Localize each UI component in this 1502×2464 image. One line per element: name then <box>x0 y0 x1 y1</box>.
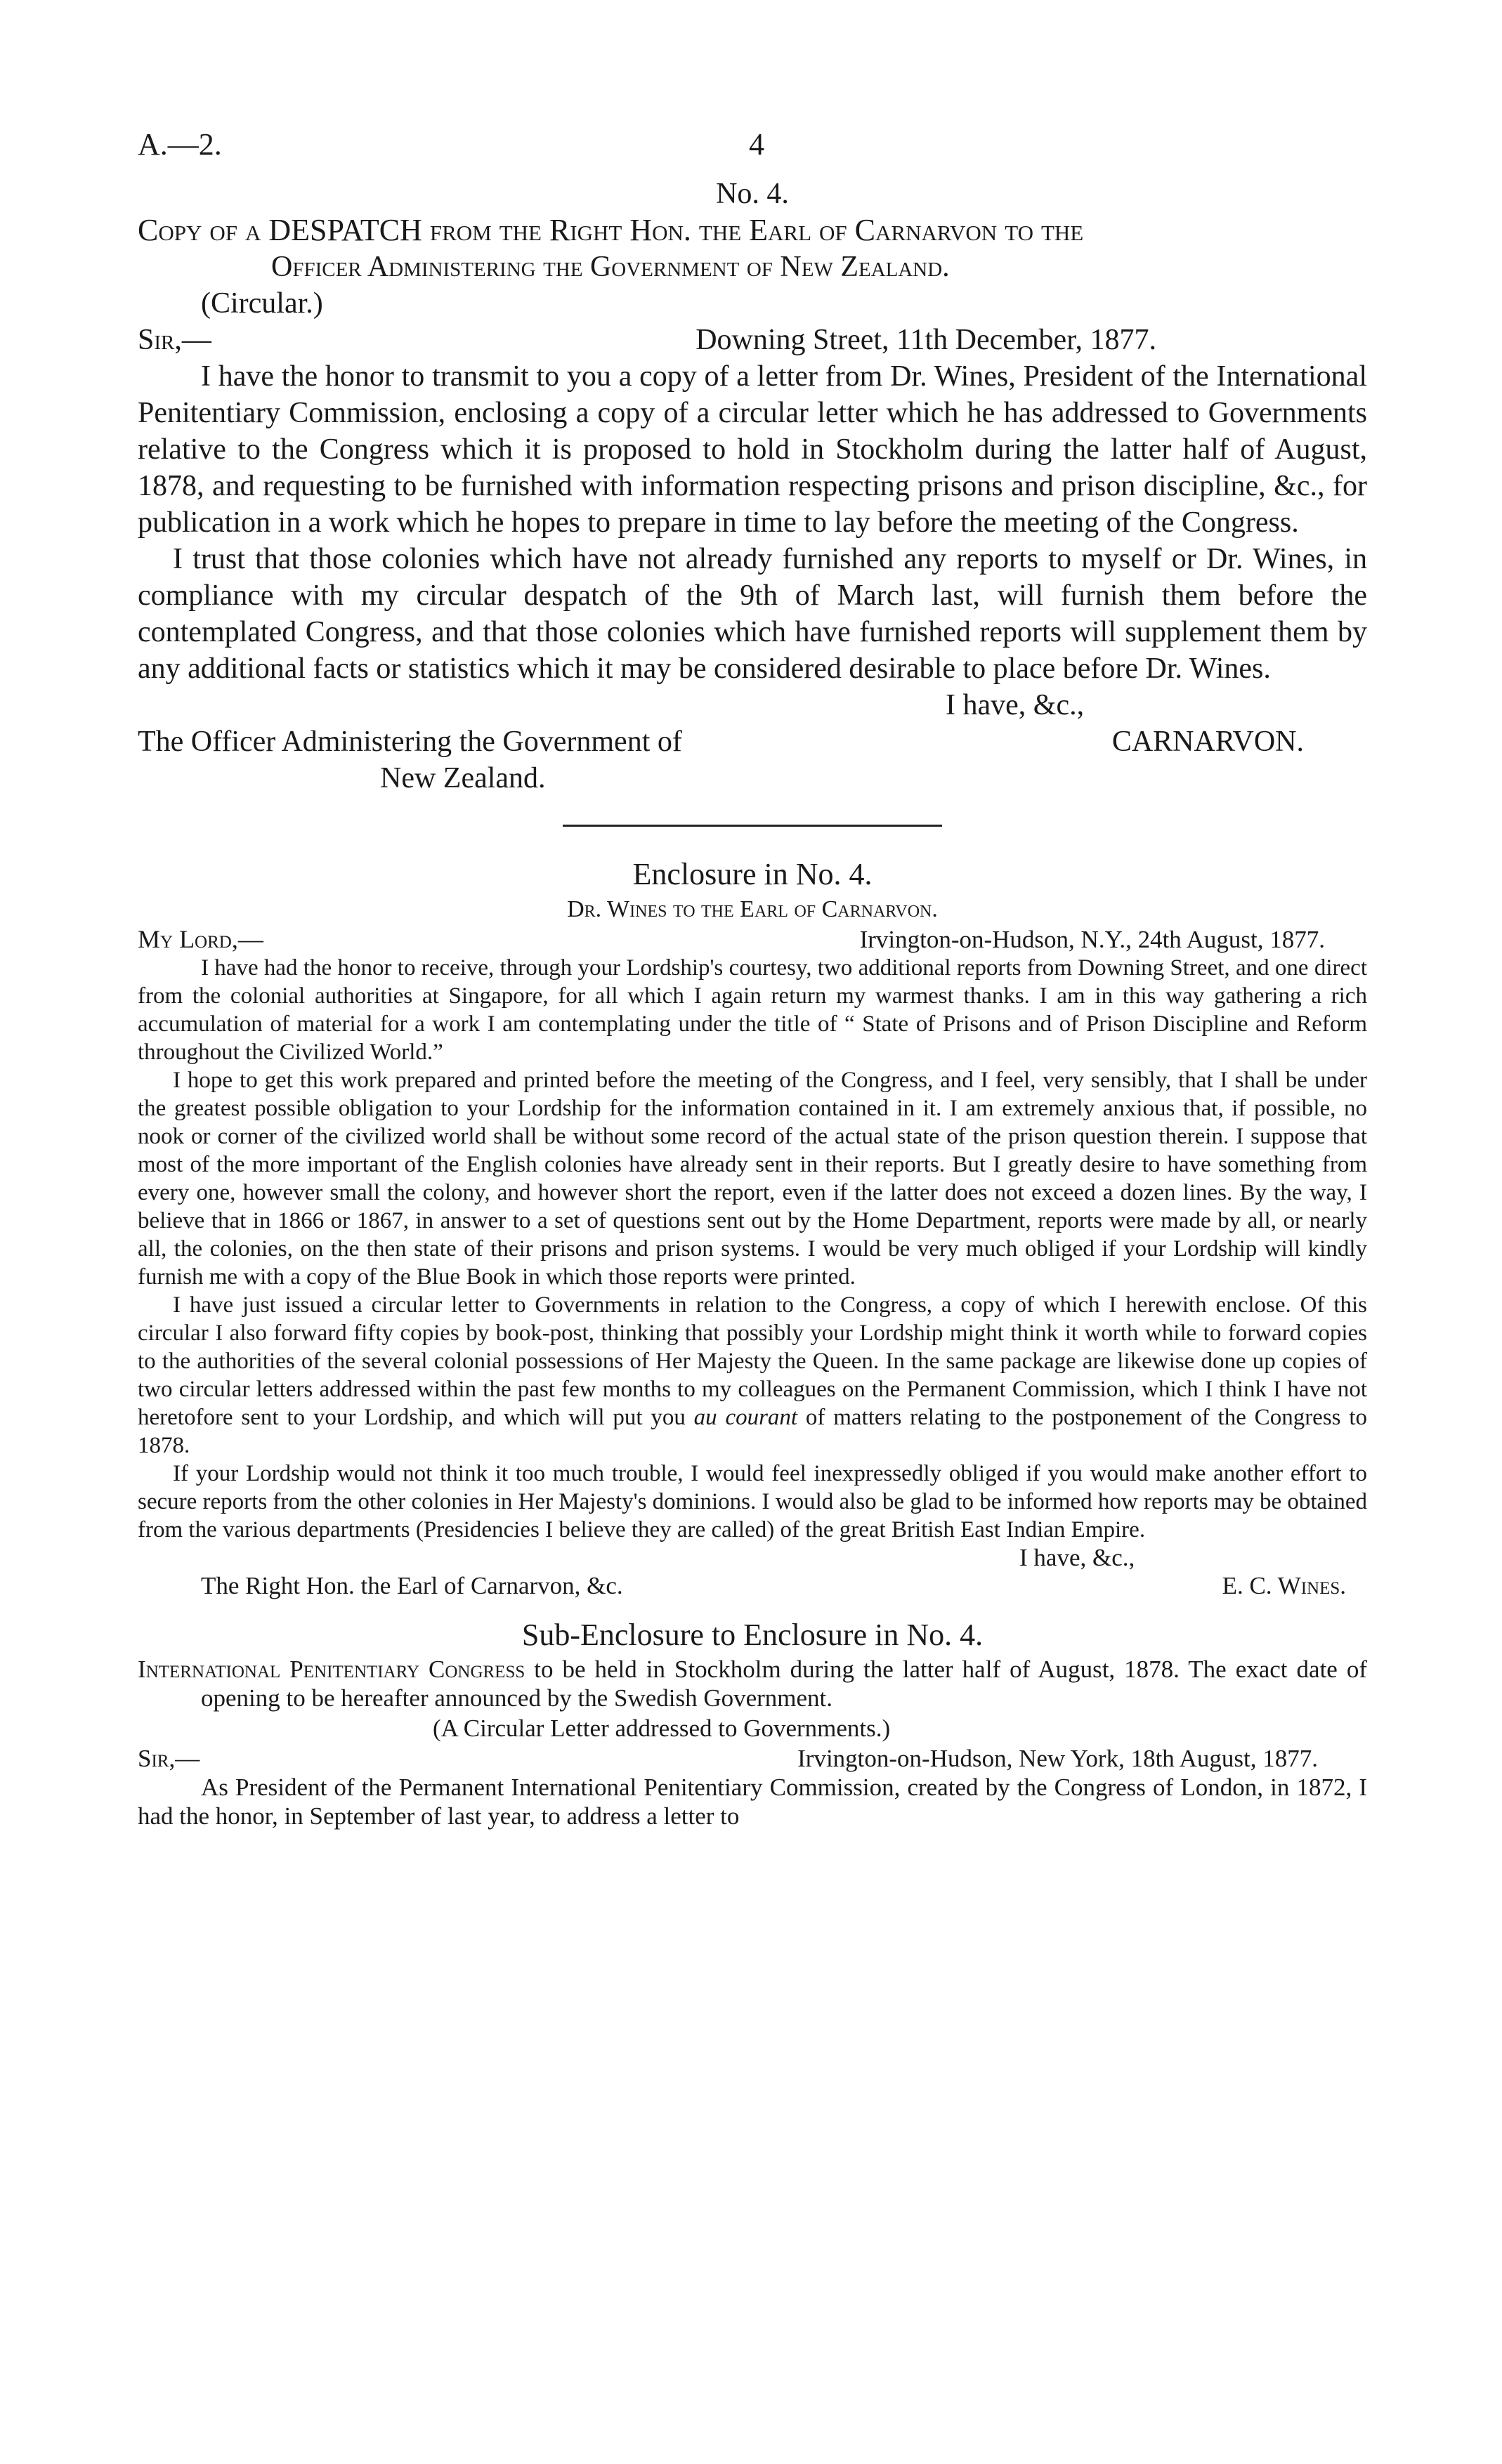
enclosure-paragraph-3 <box>138 1291 1367 1460</box>
enclosure-paragraph-2: I hope to get this work prepared and printed before the meeting of the Congress, and I feel, very sensibly, that I shall be under the greatest possible obligation to your Lordship for the information contained in it. I am extremely anxious that, if possible, no nook or corner of the civilized world shall be without some record of the actual state of the prison question therein. I suppose that most of the more important of the English colonies have already sent in their reports. But I greatly desire to have something from every one, however small the colony, and however short the report, even if the latter does not exceed a dozen lines. By the way, I believe that in 1866 or 1867, in answer to a set of questions sent out by the Home Department, reports were made by all, or nearly all, the colonies, on the then state of their prisons and prison systems. I would be very much obliged if your Lordship will kindly furnish me with a copy of the Blue Book in which those reports were printed. <box>138 1068 1367 1290</box>
enclosure-closing: I have, &c., <box>1019 1544 1135 1571</box>
sub-enclosure-heading-text: to be held in Stockholm during the latter half of August, 1878. The exact date of opening to be hereafter announced by the Swedish Government. <box>201 1656 1367 1712</box>
sub-enclosure-section <box>138 1616 1367 1830</box>
sub-enclosure-paragraph-1: As President of the Permanent International Penitentiary Commission, created by the Congress of London, in 1872, I had the honor, in September of last year, to address a letter to <box>138 1774 1367 1830</box>
enclosure-signature: E. C. Wines. <box>1222 1572 1346 1599</box>
circular-letter-note: (A Circular Letter addressed to Governments.) <box>433 1715 891 1742</box>
page-header <box>138 126 1367 169</box>
despatch-title <box>138 212 1367 249</box>
document-reference: A.—2. <box>138 127 222 162</box>
document-page <box>138 126 1367 1830</box>
despatch-paragraph-1: I have the honor to transmit to you a copy of a letter from Dr. Wines, President of the International Penitentiary Commission, enclosing a copy of a circular letter which he has addressed to Governments relative to the Congress which it is proposed to hold in Stockholm during the latter half of August, 1878, and requesting to be furnished with information respecting prisons and prison discipline, &c., for publication in a work which he hopes to prepare in time to lay before the meeting of the Congress. <box>138 360 1367 539</box>
enclosure-subtitle: Dr. Wines to the Earl of Carnarvon. <box>567 896 938 922</box>
sub-enclosure-salutation-row <box>138 1745 1367 1773</box>
enclosure-paragraph-1: I have had the honor to receive, through your Lordship's courtesy, two additional reports from Downing Street, and one direct from the colonial authorities at Singapore, for all which I again return my warmest thanks. I am in this way gathering a rich accumulation of material for a work I am contemplating under the title of “ State of Prisons and of Prison Discipline and Reform throughout the Civilized World.” <box>138 955 1367 1065</box>
circular-label: (Circular.) <box>201 287 323 320</box>
salutation: Sir,— <box>138 324 211 356</box>
enclosure-paragraph-3-italic: au courant <box>693 1405 798 1430</box>
enclosure-section <box>138 855 1367 1600</box>
despatch-title-line-1: Copy of a DESPATCH from the Right Hon. the Earl of Carnarvon to the <box>138 213 1084 247</box>
enclosure-paragraph-3-end: of matters relating to the postponement of the Congress to 1878. <box>138 1405 1367 1458</box>
sub-enclosure-title: Sub-Enclosure to Enclosure in No. 4. <box>521 1618 984 1652</box>
enclosure-paragraph-4: If your Lordship would not think it too much trouble, I would feel inexpressedly obliged if you would make another effort to secure reports from the other colonies in Her Majesty's dominions. I would also be glad to be informed how reports may be obtained from the various departments (Presidencies I believe they are called) of the great British East Indian Empire. <box>138 1461 1367 1542</box>
date-line: Downing Street, 11th December, 1877. <box>696 324 1156 356</box>
despatch-section <box>138 176 1367 797</box>
despatch-number: No. 4. <box>716 178 789 210</box>
enclosure-date-line: Irvington-on-Hudson, N.Y., 24th August, 1877. <box>859 926 1325 953</box>
enclosure-salutation-row <box>138 925 1367 954</box>
section-divider <box>563 825 942 827</box>
enclosure-addressee: The Right Hon. the Earl of Carnarvon, &c. <box>201 1572 623 1599</box>
despatch-signature: CARNARVON. <box>1111 726 1304 758</box>
page-number: 4 <box>749 127 764 162</box>
despatch-addressee-line-2: New Zealand. <box>380 762 546 794</box>
enclosure-paragraph-3-start: I have just issued a circular letter to Governments in relation to the Congress, a copy of which I herewith enclose. Of this circular I also forward fifty copies by book-post, thinking that possibly your Lordship might think it worth while to forward copies to the authorities of the several colonial possessions of Her Majesty the Queen. In the same package are likewise done up copies of two circular letters addressed within the past few months to my colleagues on the Permanent Commission, which I think I have not heretofore sent to your Lordship, and which will put you <box>138 1292 1367 1430</box>
salutation-row <box>138 322 1367 358</box>
sub-enclosure-heading-caps: International Penitentiary Congress <box>138 1656 525 1683</box>
enclosure-addressee-row <box>138 1572 1367 1600</box>
enclosure-title: Enclosure in No. 4. <box>632 857 873 891</box>
despatch-paragraph-2: I trust that those colonies which have not already furnished any reports to myself or Dr. Wines, in compliance with my circular despatch of the 9th of March last, will furnish them before the contemplated Congress, and that those colonies which have furnished reports will supplement them by any additional facts or statistics which it may be considered desirable to place before Dr. Wines. <box>138 543 1367 685</box>
despatch-title-line-2: Officer Administering the Government of New Zealand. <box>271 251 950 283</box>
addressee-row <box>138 723 1367 760</box>
sub-enclosure-date-line: Irvington-on-Hudson, New York, 18th August, 1877. <box>797 1745 1318 1772</box>
enclosure-salutation: My Lord,— <box>138 925 263 953</box>
despatch-closing: I have, &c., <box>946 689 1085 721</box>
despatch-addressee: The Officer Administering the Government of <box>138 726 682 758</box>
sub-enclosure-heading <box>138 1655 1367 1712</box>
sub-enclosure-salutation: Sir,— <box>138 1745 200 1772</box>
